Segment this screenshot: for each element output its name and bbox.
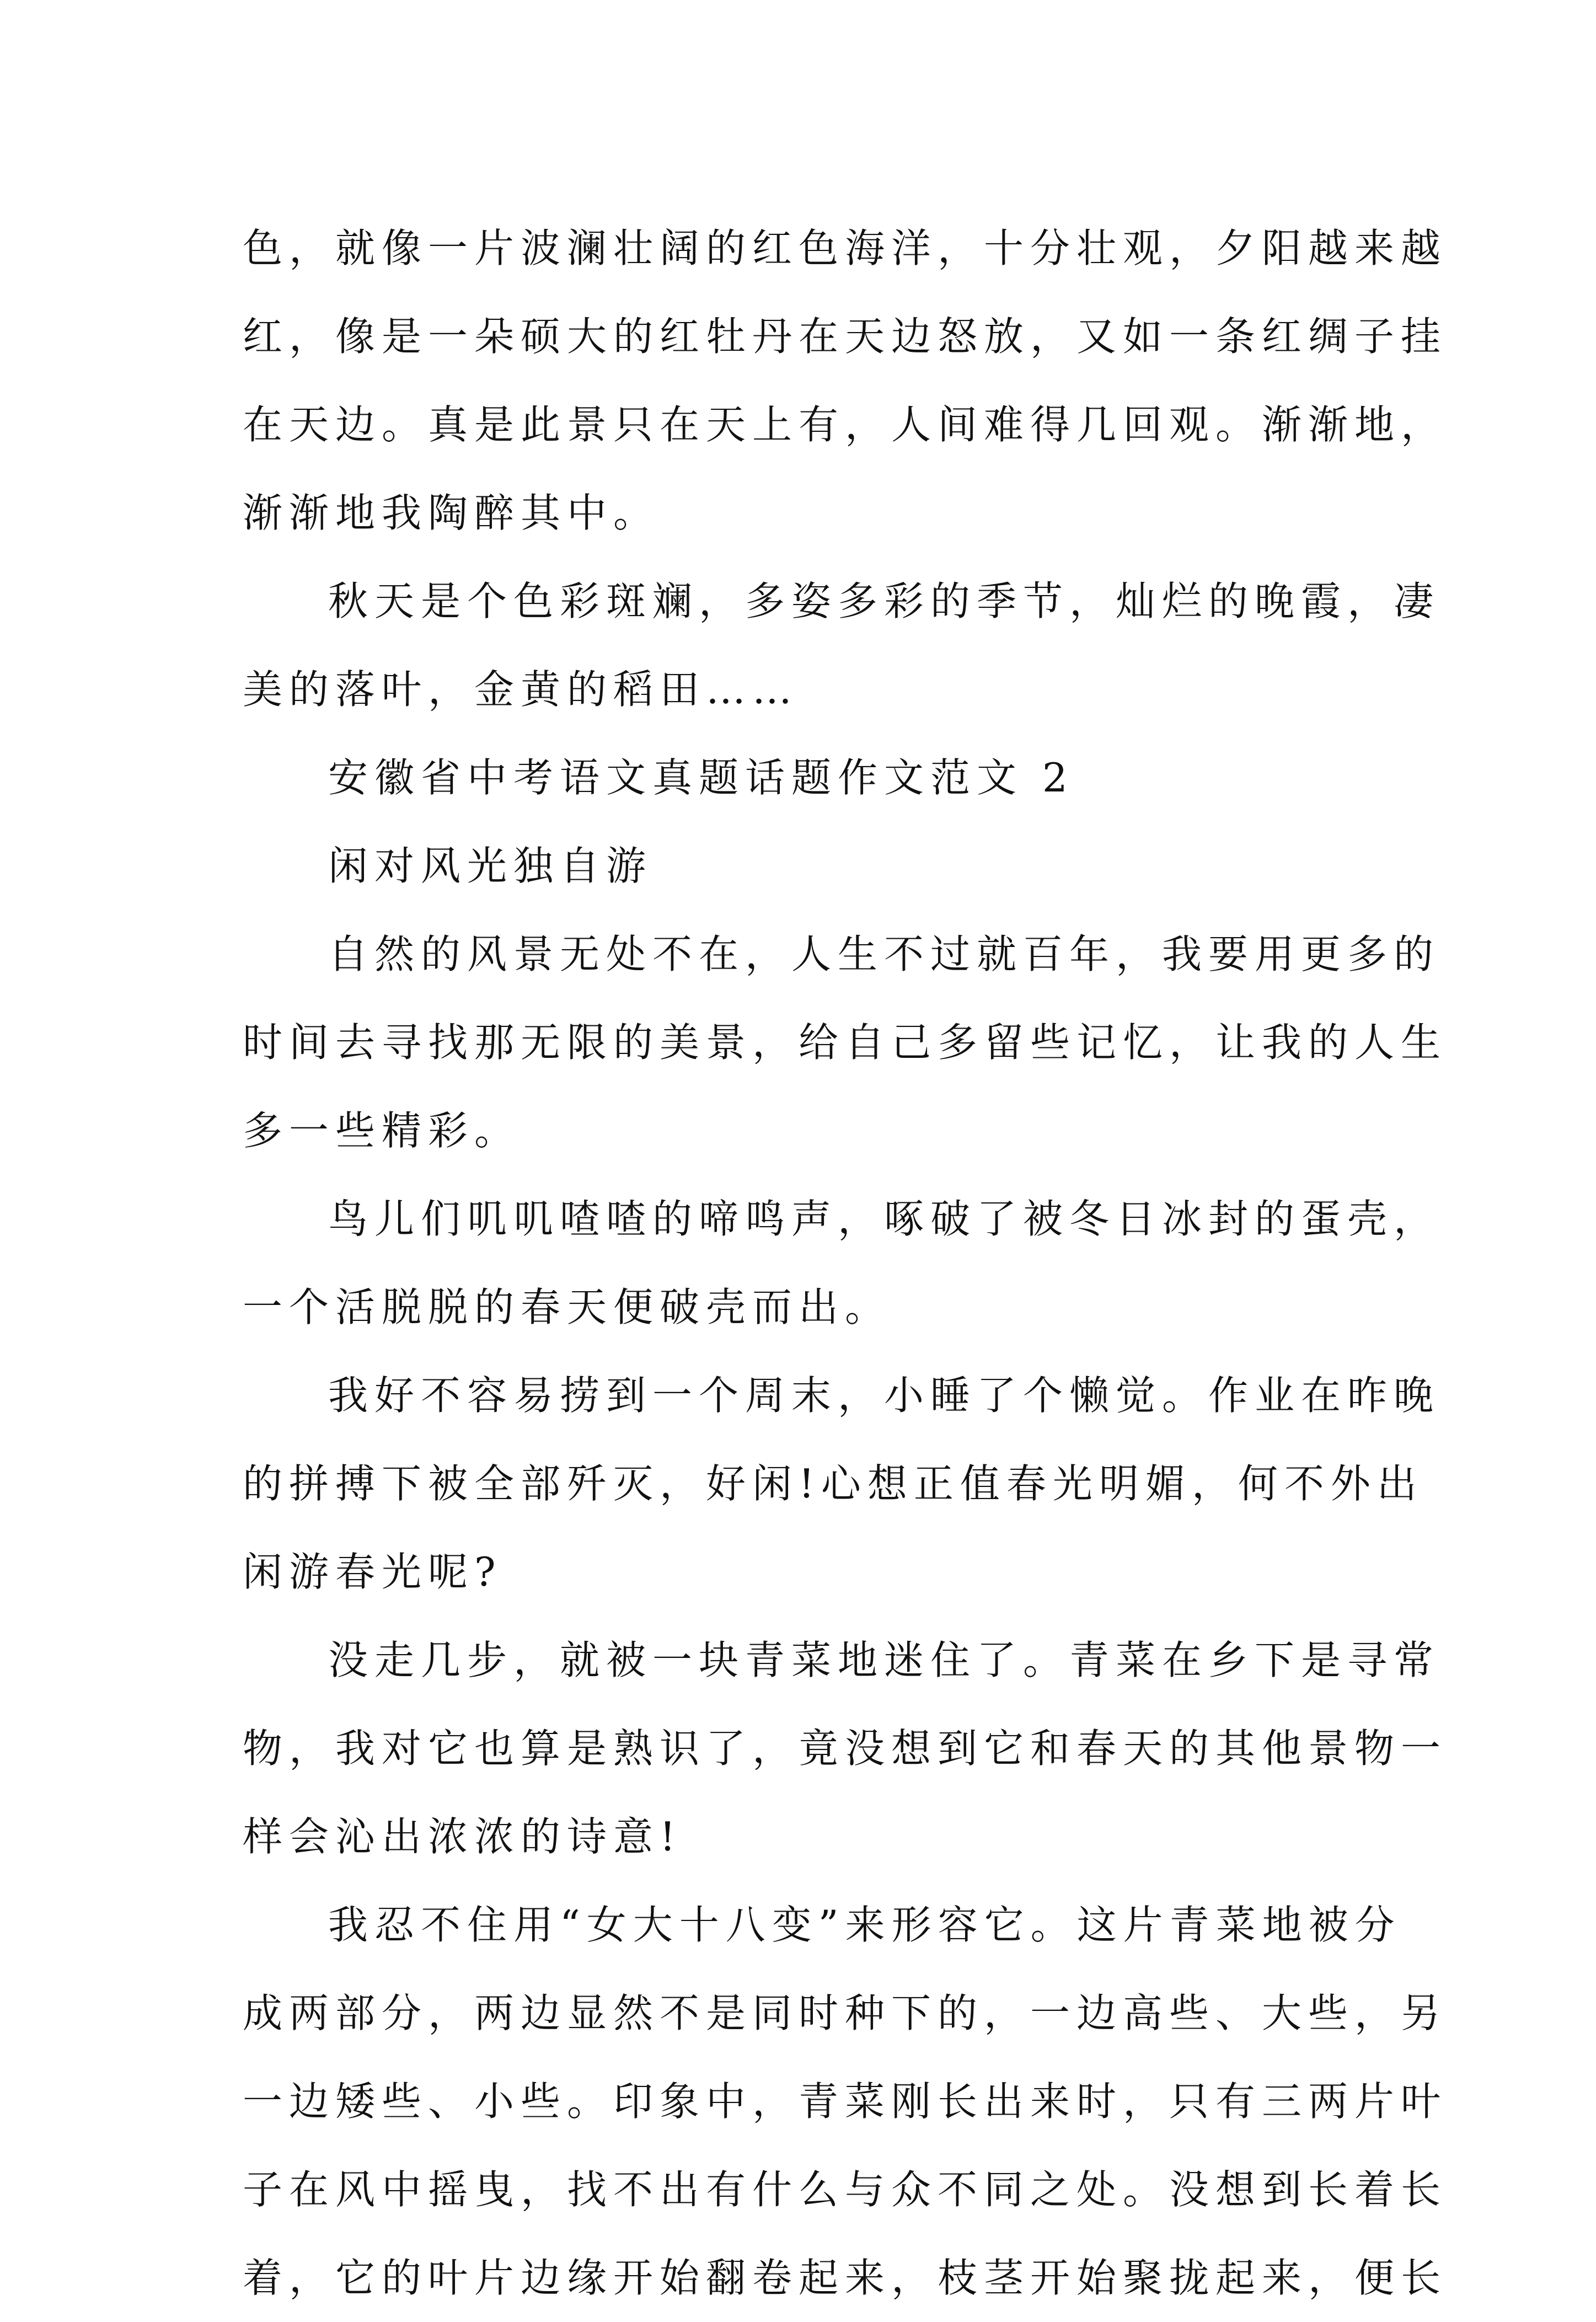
paragraph-start-line: 自然的风景无处不在，人生不过就百年，我要用更多的 bbox=[328, 931, 1440, 977]
text-line: 一边矮些、小些。印象中，青菜刚长出来时，只有三两片叶 bbox=[243, 2078, 1448, 2125]
text-line: 渐渐地我陶醉其中。 bbox=[243, 490, 660, 536]
paragraph-start-line: 秋天是个色彩斑斓，多姿多彩的季节，灿烂的晚霞，凄 bbox=[328, 578, 1440, 624]
text-line: 在天边。真是此景只在天上有，人间难得几回观。渐渐地， bbox=[243, 402, 1448, 448]
paragraph-start-line: 没走几步，就被一块青菜地迷住了。青菜在乡下是寻常 bbox=[328, 1637, 1440, 1683]
text-line: 样会沁出浓浓的诗意! bbox=[243, 1813, 682, 1860]
paragraph-start-line: 鸟儿们叽叽喳喳的啼鸣声，啄破了被冬日冰封的蛋壳， bbox=[328, 1196, 1440, 1242]
text-line: 着，它的叶片边缘开始翻卷起来，枝茎开始聚拢起来，便长 bbox=[243, 2255, 1448, 2301]
text-line: 成两部分，两边显然不是同时种下的，一边高些、大些，另 bbox=[243, 1990, 1448, 2036]
text-line: 红，像是一朵硕大的红牡丹在天边怒放，又如一条红绸子挂 bbox=[243, 313, 1448, 360]
text-line: 子在风中摇曳，找不出有什么与众不同之处。没想到长着长 bbox=[243, 2166, 1448, 2213]
text-line: 一个活脱脱的春天便破壳而出。 bbox=[243, 1284, 892, 1330]
text-line: 美的落叶，金黄的稻田…… bbox=[243, 666, 799, 713]
section-heading: 安徽省中考语文真题话题作文范文 2 bbox=[328, 755, 1074, 801]
text-line: 时间去寻找那无限的美景，给自己多留些记忆，让我的人生 bbox=[243, 1019, 1448, 1066]
paragraph-start-line: 我忍不住用“女大十八变”来形容它。这片青菜地被分 bbox=[328, 1902, 1401, 1948]
document-page bbox=[243, 204, 1448, 2322]
paragraph-start-line: 我好不容易捞到一个周末，小睡了个懒觉。作业在昨晚 bbox=[328, 1372, 1440, 1419]
essay-title: 闲对风光独自游 bbox=[328, 843, 653, 889]
text-line: 色，就像一片波澜壮阔的红色海洋，十分壮观，夕阳越来越 bbox=[243, 225, 1448, 271]
text-line: 闲游春光呢? bbox=[243, 1549, 502, 1595]
text-line: 多一些精彩。 bbox=[243, 1108, 521, 1154]
text-line: 物，我对它也算是熟识了，竟没想到它和春天的其他景物一 bbox=[243, 1725, 1448, 1772]
text-line: 的拼搏下被全部歼灭，好闲!心想正值春光明媚，何不外出 bbox=[243, 1460, 1423, 1507]
